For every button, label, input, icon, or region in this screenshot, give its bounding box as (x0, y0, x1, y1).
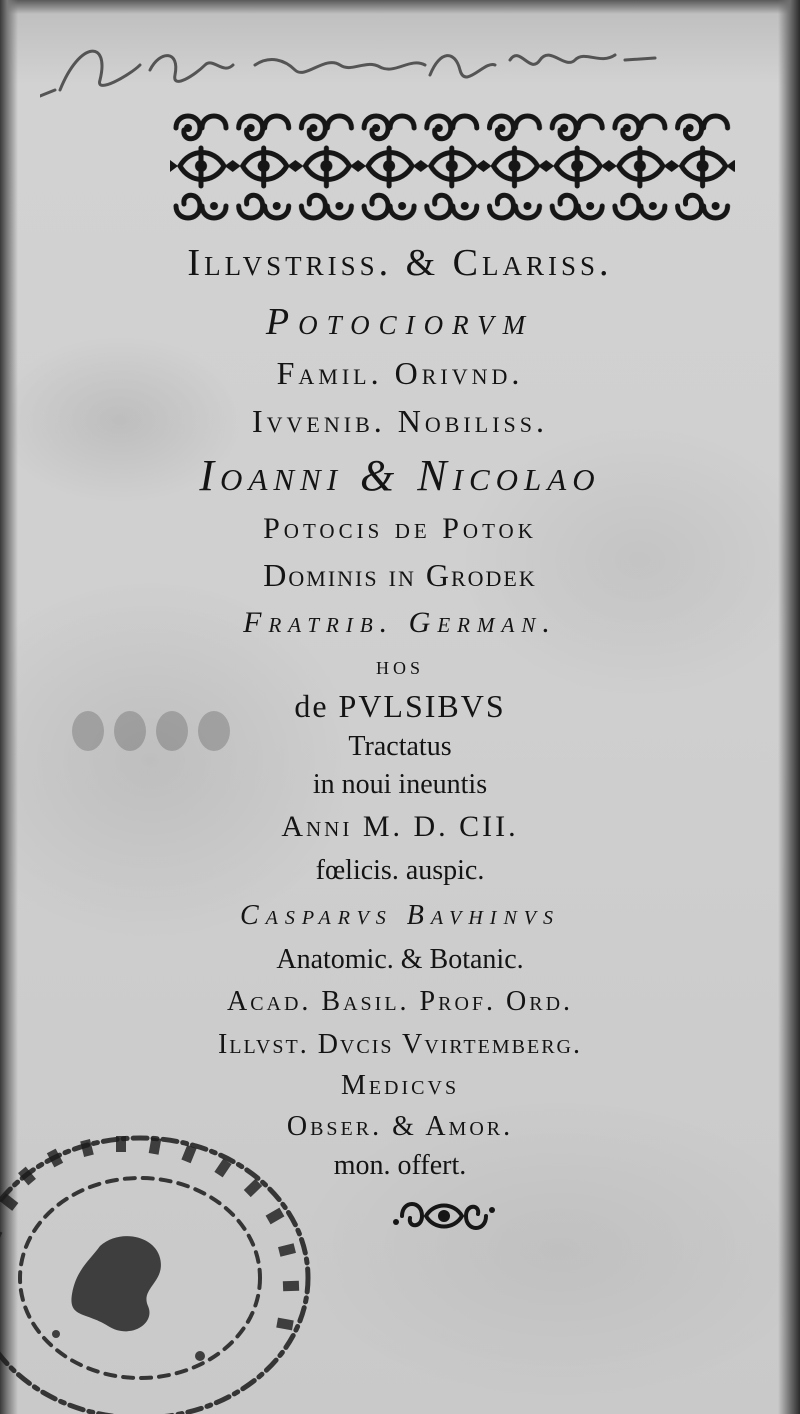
library-stamp-icon (0, 1128, 320, 1414)
dedication-line: Ioanni & Nicolao (199, 451, 601, 500)
dedication-line: de PVLSIBVS (294, 688, 506, 724)
library-stamp (0, 1128, 320, 1414)
dedication-line: Casparvs Bavhinvs (239, 900, 561, 931)
dedication-line: Potociorvm (265, 301, 535, 343)
dedication-line: Illvst. Dvcis Vvirtemberg. (217, 1029, 582, 1060)
dedication-line: Medicvs (340, 1070, 460, 1101)
dedication-line: Anatomic. & Botanic. (276, 944, 524, 975)
dedication-line: Potocis de Potok (263, 512, 537, 545)
dedication-line: fœlicis. auspic. (315, 855, 485, 886)
fleuron-icon (392, 1192, 496, 1240)
dedication-line: Anni M. D. CII. (281, 810, 519, 843)
dedication-line: in noui ineuntis (312, 769, 488, 800)
dedication-line: Ivvenib. Nobiliss. (252, 403, 548, 439)
dedication-line: hos (375, 651, 424, 680)
dedication-line: Famil. Orivnd. (276, 355, 524, 391)
handwritten-inscription (40, 20, 680, 100)
dedication-line: Illvstriss. & Clariss. (187, 242, 613, 284)
dedication-text (0, 232, 800, 1184)
dedication-line: Dominis in Grodek (263, 557, 537, 593)
page-top-edge (0, 0, 800, 14)
ornamental-headpiece-icon (170, 108, 735, 226)
dedication-line: Acad. Basil. Prof. Ord. (226, 986, 574, 1017)
dedication-line: Tractatus (348, 731, 452, 762)
dedication-line: Fratrib. German. (243, 606, 557, 639)
ornamental-headpiece (170, 108, 735, 226)
fleuron (392, 1192, 496, 1240)
dedication-line: Obser. & Amor. (286, 1111, 514, 1142)
handwriting-scribble-icon (40, 20, 680, 100)
dedication-line: mon. offert. (333, 1150, 467, 1181)
